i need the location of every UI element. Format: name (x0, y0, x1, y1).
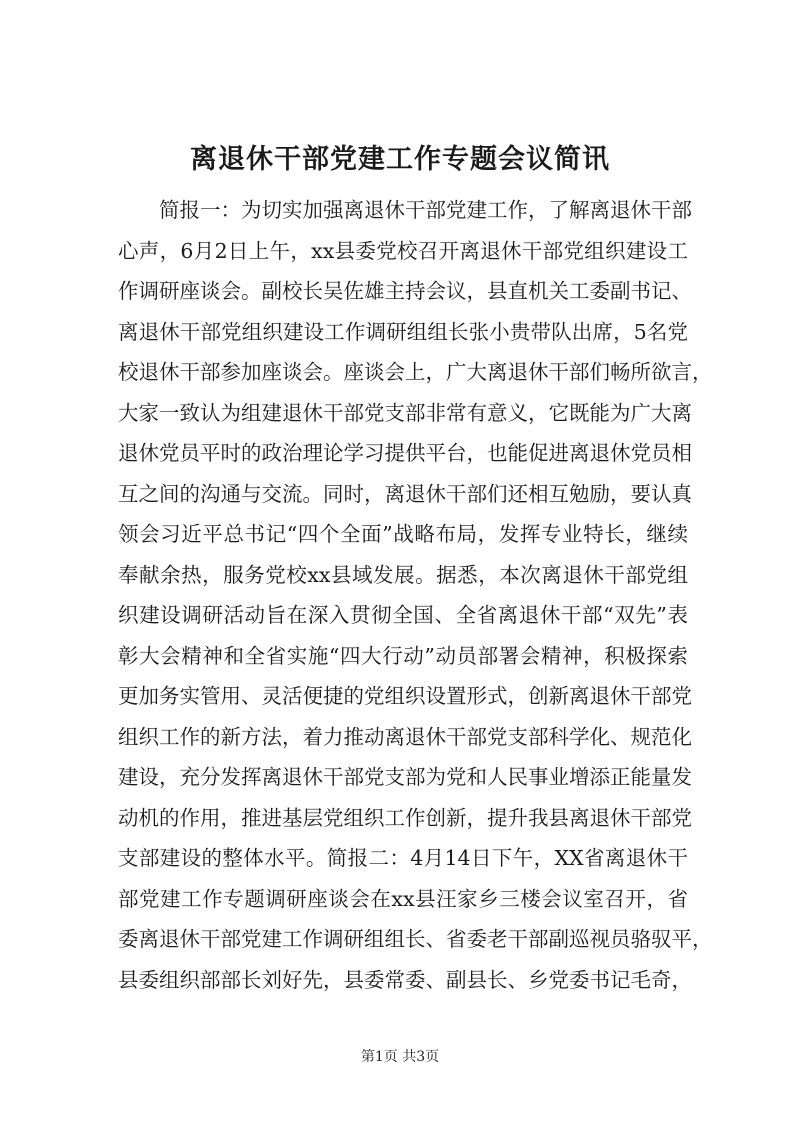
body-line: 织建设调研活动旨在深入贯彻全国、全省离退休干部“双先”表 (118, 603, 688, 627)
body-line: 县委组织部部长刘好先，县委常委、副县长、乡党委书记毛奇， (118, 967, 692, 992)
body-line: 建设，充分发挥离退休干部党支部为党和人民事业增添正能量发 (118, 765, 692, 789)
body-line: 支部建设的整体水平。简报二：4月14日下午，XX省离退休干 (118, 846, 688, 870)
body-line: 简报一：为切实加强离退休干部党建工作，了解离退休干部 (159, 198, 692, 222)
body-line: 大家一致认为组建退休干部党支部非常有意义，它既能为广大离 (118, 400, 692, 425)
body-line: 互之间的沟通与交流。同时，离退休干部们还相互勉励，要认真 (118, 481, 692, 506)
body-line: 领会习近平总书记“四个全面”战略布局，发挥专业特长，继续 (118, 522, 688, 546)
body-line: 校退休干部参加座谈会。座谈会上，广大离退休干部们畅所欲言， (118, 360, 713, 384)
body-line: 动机的作用，推进基层党组织工作创新，提升我县离退休干部党 (118, 805, 692, 830)
document-body (118, 190, 713, 1000)
body-line: 彰大会精神和全省实施“四大行动”动员部署会精神，积极探索 (118, 643, 688, 668)
body-line: 退休党员平时的政治理论学习提供平台，也能促进离退休党员相 (118, 441, 692, 465)
body-line: 心声，6月2日上午，xx县委党校召开离退休干部党组织建设工 (118, 238, 688, 263)
body-line: 离退休干部党组织建设工作调研组组长张小贵带队出席，5名党 (118, 319, 688, 344)
body-line: 组织工作的新方法，着力推动离退休干部党支部科学化、规范化 (118, 724, 692, 749)
body-line: 委离退休干部党建工作调研组组长、省委老干部副巡视员骆驭平， (118, 927, 713, 951)
body-line: 更加务实管用、灵活便捷的党组织设置形式，创新离退休干部党 (118, 684, 692, 708)
body-line: 作调研座谈会。副校长吴佐雄主持会议，县直机关工委副书记、 (118, 279, 692, 303)
page-number-footer: 第1页 共3页 (360, 1049, 440, 1065)
body-line: 部党建工作专题调研座谈会在xx县汪家乡三楼会议室召开，省 (118, 886, 688, 911)
document-title: 离退休干部党建工作专题会议简讯 (190, 144, 610, 175)
body-line: 奉献余热，服务党校xx县域发展。据悉，本次离退休干部党组 (118, 562, 688, 587)
